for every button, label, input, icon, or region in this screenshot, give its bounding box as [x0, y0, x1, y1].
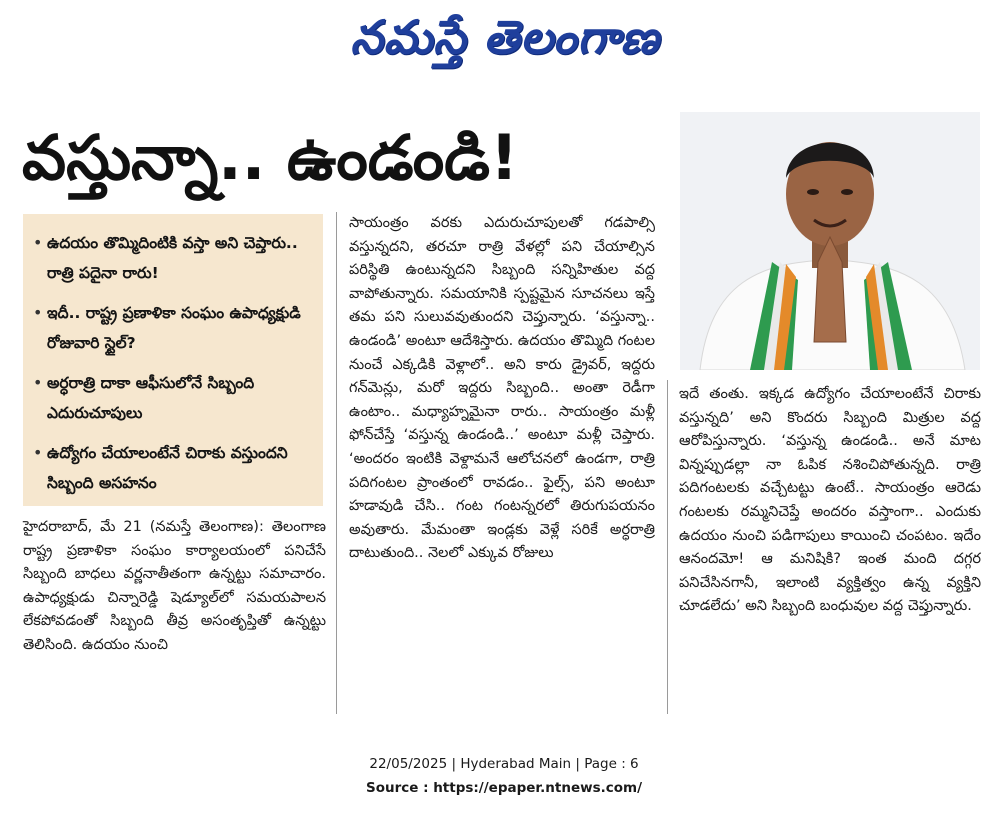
highlight-text: ఇదీ.. రాష్ట్ర ప్రణాళికా సంఘం ఉపాధ్యక్షుడి రోజువారి స్టైల్? — [47, 304, 301, 352]
footer-date-edition: 22/05/2025 | Hyderabad Main | Page : 6 — [369, 756, 639, 772]
bullet-dot-icon: • — [33, 443, 43, 462]
highlight-text: ఉదయం తొమ్మిదింటికి వస్తా అని చెప్తారు.. రాత్రి పదైనా రారు! — [47, 234, 298, 282]
highlight-item — [33, 438, 315, 498]
footer-source-link[interactable]: Source : https://epaper.ntnews.com/ — [365, 780, 643, 796]
highlight-text: ఉద్యోగం చేయాలంటేనే చిరాకు వస్తుందని సిబ్బంది అసహనం — [47, 444, 288, 492]
column-divider — [667, 380, 668, 714]
bullet-dot-icon: • — [33, 373, 43, 392]
column-divider — [336, 212, 337, 714]
highlights-box — [23, 214, 323, 506]
masthead: నమస్తే తెలంగాణ — [350, 10, 660, 64]
bullet-dot-icon: • — [33, 303, 43, 322]
headline: వస్తున్నా.. ఉండండి! — [22, 121, 519, 194]
article-column-1: హైదరాబాద్, మే 21 (నమస్తే తెలంగాణ): తెలంగాణ రాష్ట్ర ప్రణాళికా సంఘం కార్యాలయంలో పనిచేసే సిబ్బంది బాధలు వర్ణనాతీతంగా ఉన్నట్టు సమాచారం. ఉపాధ్యక్షుడు చిన్నారెడ్డి షెడ్యూల్‌లో సమయపాలన లేకపోవడంతో సిబ్బంది తీవ్ర అసంతృప్తితో ఉన్నట్టు తెలిసింది. ఉదయం నుంచి — [23, 519, 326, 653]
highlight-text: అర్ధరాత్రి దాకా ఆఫీసులోనే సిబ్బంది ఎదురుచూపులు — [47, 374, 255, 422]
highlight-item — [33, 298, 315, 358]
article-column-3: ఇదే తంతు. ఇక్కడ ఉద్యోగం చేయాలంటేనే చిరాకు వస్తున్నది’ అని కొందరు సిబ్బంది మిత్రుల వద్ద ఆరోపిస్తున్నారు. ‘వస్తున్న ఉండండి.. అనే మాట విన్నప్పుడల్లా నా ఓపిక నశించిపోతున్నది. రాత్రి పదిగంటలకు వచ్చేటట్టు ఉంటే.. సాయంత్రం ఆరెడు గంటలకు రమ్మనిచెప్తే అందరం వస్తాంగా.. ఎందుకు ఉదయం నుంచి పడిగాపులు కాయించి చంపటం. ఇదేం ఆనందమో! ఆ మనిషికి? ఇంత మంది దగ్గర పనిచేసినగానీ, ఇలాంటి వ్యక్తిత్వం ఉన్న వ్యక్తిని చూడలేదు’ అని సిబ్బంది బంధువుల వద్ద చెప్తున్నారు. — [679, 386, 981, 615]
portrait-photo — [680, 112, 980, 370]
highlight-item — [33, 368, 315, 428]
bullet-dot-icon: • — [33, 233, 43, 252]
highlight-item — [33, 228, 315, 288]
page-footer — [0, 752, 1008, 800]
article-column-2: సాయంత్రం వరకు ఎదురుచూపులతో గడపాల్సి వస్తున్నదని, తరచూ రాత్రి వేళల్లో పని చేయాల్సిన పరిస్థితి ఉంటున్నదని సిబ్బంది సన్నిహితుల వద్ద వాపోతున్నారు. సమయానికి స్పష్టమైన సూచనలు ఇస్తే తమ పని సులువవుతుందని చెప్తున్నారు. ‘వస్తున్నా.. ఉండండి’ అంటూ ఆదేశిస్తారు. ఉదయం తొమ్మిది గంటల నుంచే ఎక్కడికి వెళ్లాలో.. అని కారు డ్రైవర్, ఇద్దరు గన్‌మెన్లు, మరో ఇద్దరు సిబ్బంది.. అంతా రెడీగా ఉంటాం.. మధ్యాహ్నమైనా రారు.. సాయంత్రం మళ్లీ ఫోన్‌చేస్తే ‘వస్తున్న ఉండండి..’ అంటూ మళ్లీ చెప్తారు. ‘అందరం ఇంటికి వెళ్దామనే ఆలోచనలో ఉండగా, రాత్రి పదిగంటల ప్రాంతంలో రావడం.. ఫైల్స్, పని అంటూ హడావుడి చేసి.. గంట గంటన్నరలో తిరుగుపయనం అవుతారు. మేమంతా ఇండ్లకు వెళ్లే సరికే అర్ధరాత్రి దాటుతుంది.. నెలలో ఎక్కువ రోజులు — [349, 215, 655, 562]
portrait-illustration — [680, 112, 980, 370]
